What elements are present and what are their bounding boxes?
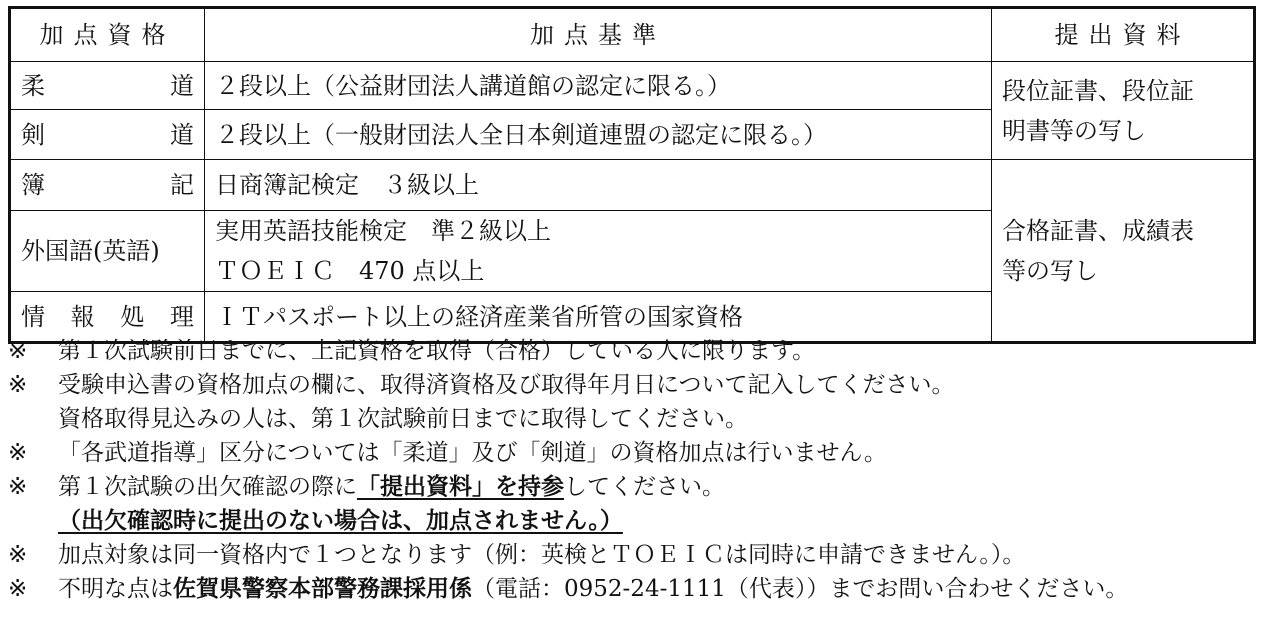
note-4: ※ 第１次試験の出欠確認の際に 「提出資料」を持参 してください。 bbox=[8, 470, 1258, 504]
qual-judo: 柔 道 bbox=[10, 62, 205, 110]
documents-others: 合格証書、成績表 等の写し bbox=[992, 160, 1255, 343]
note-mark: ※ bbox=[8, 372, 28, 398]
header-criteria: 加点基準 bbox=[205, 8, 992, 62]
header-qualification: 加点資格 bbox=[10, 8, 205, 62]
notes-list bbox=[8, 334, 1258, 606]
criteria-kendo: ２段以上（一般財団法人全日本剣道連盟の認定に限る。） bbox=[205, 110, 992, 160]
qual-information: 情 報 処 理 bbox=[10, 292, 205, 343]
note-3: ※ 「各武道指導」区分については「柔道」及び「剣道」の資格加点は行いません。 bbox=[8, 436, 1258, 470]
note-mark: ※ bbox=[8, 474, 28, 500]
note-mark: ※ bbox=[8, 338, 28, 364]
table-row bbox=[10, 160, 1255, 211]
documents-martial-arts: 段位証書、段位証 明書等の写し bbox=[992, 62, 1255, 160]
table-header-row bbox=[10, 8, 1255, 62]
qual-bookkeeping: 簿 記 bbox=[10, 160, 205, 211]
criteria-english: 実用英語技能検定 準２級以上 ＴＯＥＩＣ 470 点以上 bbox=[205, 211, 992, 292]
table-row bbox=[10, 62, 1255, 110]
no-submission-warning: （出欠確認時に提出のない場合は、加点されません。） bbox=[58, 507, 623, 534]
bring-documents-emphasis: 「提出資料」を持参 bbox=[357, 473, 564, 500]
note-5: ※ 加点対象は同一資格内で１つとなります（例：英検とＴＯＥＩＣは同時に申請できません。）。 bbox=[8, 538, 1258, 572]
criteria-bookkeeping: 日商簿記検定 ３級以上 bbox=[205, 160, 992, 211]
note-2: ※ 受験申込書の資格加点の欄に、取得済資格及び取得年月日について記入してください。 bbox=[8, 368, 1258, 402]
qualification-table bbox=[8, 6, 1256, 344]
qual-kendo: 剣 道 bbox=[10, 110, 205, 160]
note-mark: ※ bbox=[8, 576, 28, 602]
note-1: ※ 第１次試験前日までに、上記資格を取得（合格）している人に限ります。 bbox=[8, 334, 1258, 368]
note-mark: ※ bbox=[8, 542, 28, 568]
note-mark: ※ bbox=[8, 440, 28, 466]
qual-english: 外国語(英語) bbox=[10, 211, 205, 292]
criteria-information: ＩＴパスポート以上の経済産業省所管の国家資格 bbox=[205, 292, 992, 343]
note-4-continued bbox=[8, 504, 1258, 538]
note-6: ※ 不明な点は 佐賀県警察本部警務課採用係 （電話：0952-24-1111（代表））までお問い合わせください。 bbox=[8, 572, 1258, 606]
header-documents: 提出資料 bbox=[992, 8, 1255, 62]
contact-office: 佐賀県警察本部警務課採用係 bbox=[173, 575, 472, 602]
criteria-judo: ２段以上（公益財団法人講道館の認定に限る。） bbox=[205, 62, 992, 110]
note-2-continued: 資格取得見込みの人は、第１次試験前日までに取得してください。 bbox=[58, 406, 748, 432]
